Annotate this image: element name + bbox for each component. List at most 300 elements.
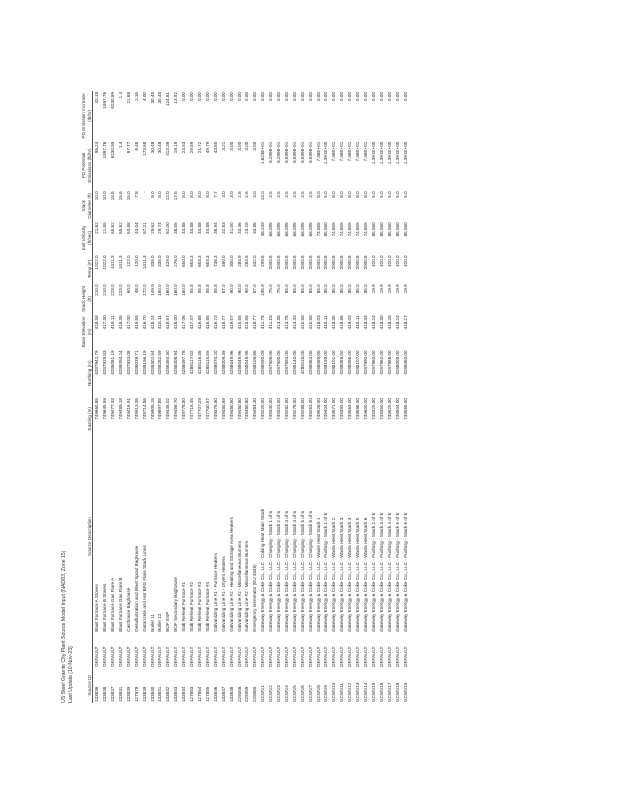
table-cell: 6.699E-01 — [307, 141, 313, 163]
table-cell: 749526.00 — [315, 398, 321, 420]
table-row — [275, 91, 283, 703]
table-cell: 1.4 — [117, 92, 123, 99]
table-cell: 68.095 — [291, 222, 297, 237]
table-cell: Galvanizing Line #2 - Heating and Storage Area Heaters — [228, 517, 234, 632]
table-cell: 55.8 — [204, 284, 210, 294]
table-row — [386, 91, 394, 703]
table-cell: 8.0 — [315, 191, 321, 198]
table-cell: DEFAULT — [157, 646, 163, 667]
table-cell: 1.391E+00 — [370, 141, 376, 165]
table-cell: 749477.33 — [110, 398, 116, 420]
table-cell: 6.48 — [133, 141, 139, 151]
table-cell: 48.0 — [133, 284, 139, 294]
table-cell: 8.0 — [331, 191, 337, 198]
table-cell: 4288101.00 — [331, 350, 337, 375]
table-row — [243, 91, 251, 703]
table-cell: 32.83 — [220, 222, 226, 234]
table-cell: DEFAULT — [315, 646, 321, 667]
table-cell: 749484.30 — [252, 398, 258, 420]
table-cell: 749504.00 — [394, 398, 400, 420]
table-cell: 62.00 — [165, 222, 171, 234]
table-cell: 74.655 — [347, 222, 353, 237]
table-cell: 85.560 — [394, 222, 400, 237]
table-cell: 420.0 — [394, 255, 400, 267]
table-cell: 8.0 — [339, 191, 345, 198]
table-cell: 418.11 — [355, 315, 361, 330]
table-cell: 1411.3 — [117, 255, 123, 270]
table-cell: 2000.8 — [291, 255, 297, 270]
table-cell: 85.560 — [386, 222, 392, 237]
table-cell: 418.27 — [402, 315, 408, 330]
table-cell: 0.00 — [236, 92, 242, 101]
table-cell: GCWV3 — [276, 685, 282, 702]
table-cell: 127979 — [133, 686, 139, 702]
table-cell: 420.0 — [386, 255, 392, 267]
table-row — [172, 91, 180, 703]
col-header: Northing (m) — [81, 349, 93, 397]
table-cell: 5.0 — [386, 191, 392, 198]
table-cell: 7.36E+01 — [331, 141, 337, 162]
table-cell: 85.0 — [363, 284, 369, 294]
table-cell: 5.0 — [378, 191, 384, 198]
table-row — [378, 91, 386, 703]
table-cell: 48.249 — [260, 222, 266, 237]
table-cell: 4288117.02 — [189, 350, 195, 375]
table-cell: 85.0 — [299, 284, 305, 294]
table-cell: 0.00 — [291, 92, 297, 101]
table-cell: 0.00 — [307, 92, 313, 101]
table-cell: 0.00 — [323, 92, 329, 101]
table-cell: 0.00 — [276, 92, 282, 101]
table-cell: 13.0 — [260, 191, 266, 201]
table-cell: Gateway Energy & Coke Co., LLC - Pushing - Stack 1 of 6 — [323, 512, 329, 632]
table-cell: GCWV12 — [347, 682, 353, 702]
table-cell: 417.30 — [102, 315, 108, 330]
table-cell: DEFAULT — [181, 646, 187, 667]
table-cell: 7.36E+01 — [347, 141, 353, 162]
table-cell: 68.095 — [268, 222, 274, 237]
table-cell: 653.3 — [204, 255, 210, 267]
table-cell: 749325.00 — [370, 398, 376, 420]
table-cell: 85.560 — [323, 222, 329, 237]
col-header: Stack Diameter (ft) — [81, 190, 93, 221]
table-cell: Galvanizing Line #2 - Miscellaneous Burners — [236, 540, 242, 632]
table-cell: 133848 — [228, 686, 234, 702]
table-cell: GCWV16 — [378, 682, 384, 702]
table-cell: 4288089.00 — [339, 350, 345, 375]
table-cell: 19.9 — [394, 284, 400, 294]
table-cell: 0.00 — [220, 92, 226, 101]
table-cell: 7.36E+01 — [339, 141, 345, 162]
table-row — [283, 91, 291, 703]
table-cell: 749480.89 — [220, 398, 226, 420]
table-cell: Blast Furnace Gas Flare B — [117, 577, 123, 632]
table-cell: 335.0 — [149, 255, 155, 267]
table-cell: 7.8 — [133, 191, 139, 198]
table-cell: 4288199.00 — [323, 350, 329, 375]
table-cell: 44.88 — [181, 222, 187, 234]
table-cell: 4287962.00 — [378, 350, 384, 375]
table-cell: 415.58 — [244, 315, 250, 330]
table-cell: 3.0 — [252, 191, 258, 198]
table-row — [330, 91, 338, 703]
table-cell: 4.5 — [291, 191, 297, 198]
table-cell: DEFAULT — [260, 646, 266, 667]
table-row — [251, 91, 259, 703]
table-cell: DEFAULT — [276, 646, 282, 667]
table-cell: Blast Furnace A Stoves — [94, 584, 100, 632]
table-cell: 5.0 — [394, 191, 400, 198]
table-cell: 21.62 — [94, 222, 100, 234]
table-cell: 133831 — [117, 686, 123, 702]
table-cell: DEFAULT — [268, 646, 274, 667]
table-cell: Gateway Energy & Coke Co., LLC - Waste Heat Stack 2 — [331, 517, 337, 632]
table-cell: 10.0 — [94, 191, 100, 201]
table-cell: 74.655 — [355, 222, 361, 237]
table-cell: 450.0 — [220, 255, 226, 267]
table-cell: 4288096.00 — [347, 350, 353, 375]
table-cell: DEFAULT — [386, 646, 392, 667]
table-cell: 4288094.24 — [117, 350, 123, 375]
table-row — [109, 91, 117, 703]
table-cell: 749393.00 — [339, 398, 345, 420]
table-cell: 133838 — [102, 686, 108, 702]
table-cell: 6230.99 — [110, 141, 116, 159]
table-cell: 749456.70 — [173, 398, 179, 420]
table-cell: 133847 — [220, 686, 226, 702]
table-cell: 6230.99 — [110, 92, 116, 109]
table-cell: 19.9 — [378, 284, 384, 294]
table-cell: 23.53 — [181, 141, 187, 154]
table-cell: 417.47 — [189, 315, 195, 330]
table-cell: 74.655 — [339, 222, 345, 237]
table-cell: 749596.00 — [355, 398, 361, 420]
table-cell: 67.21 — [141, 222, 147, 234]
table-cell: Emergency Generator (EU 3345) — [252, 564, 258, 632]
table-cell: 44.88 — [196, 222, 202, 234]
table-cell: DEFAULT — [204, 646, 210, 667]
table-cell: 8.0 — [347, 191, 353, 198]
table-cell: Gateway Energy & Coke Co., LLC - Waste Heat Stack 6 — [363, 517, 369, 632]
table-cell: Slab Reheat Furnace #3 — [196, 581, 202, 632]
table-cell: GCWV7 — [307, 685, 313, 702]
table-cell: 414.43 — [291, 315, 297, 330]
table-cell: 8.0 — [355, 191, 361, 198]
table-cell: 85.0 — [307, 284, 313, 294]
table-cell: 4288009.39 — [220, 350, 226, 375]
table-cell: 160.0 — [165, 284, 171, 296]
table-cell: 1.391E+00 — [323, 141, 329, 165]
table-cell: 420.0 — [370, 255, 376, 267]
table-cell: 749480.80 — [236, 398, 242, 420]
table-cell: Slab Reheat Furnace #1 — [181, 581, 187, 632]
table-cell: DEFAULT — [299, 646, 305, 667]
table-cell: 418.35 — [117, 315, 123, 330]
table-cell: 7.36E+01 — [363, 141, 369, 162]
table-row — [362, 91, 370, 703]
table-cell: 160.0 — [173, 284, 179, 296]
table-cell: 420.0 — [378, 255, 384, 267]
table-cell: 420.0 — [402, 255, 408, 267]
table-cell: 49.79 — [204, 141, 210, 154]
table-cell: 133843 — [173, 686, 179, 702]
table-cell: 4288302.84 — [149, 350, 155, 375]
document-title: US Steel Granite City Plant Source Model Input (NAD83, Zone 15) — [61, 550, 67, 703]
table-cell: 418.30 — [378, 315, 384, 330]
table-cell: 0.00 — [181, 92, 187, 101]
table-cell: 299.8 — [260, 255, 266, 267]
table-cell: Gateway Energy & Coke Co., LLC - Pushing - Stack 3 of 6 — [378, 512, 384, 632]
table-row — [393, 91, 401, 703]
table-cell: DEFAULT — [331, 646, 337, 667]
table-row — [125, 91, 133, 703]
table-cell: 68.095 — [283, 222, 289, 237]
table-cell: 4287942.79 — [94, 350, 100, 375]
table-cell: 749278.00 — [291, 398, 297, 420]
table-cell: 223.0 — [110, 284, 116, 296]
table-cell: 4288282.59 — [157, 350, 163, 375]
table-cell: 15.0 — [125, 191, 131, 201]
table-cell: 4287990.00 — [363, 350, 369, 375]
table-cell: DEFAULT — [220, 646, 226, 667]
table-cell: 4288009.00 — [394, 350, 400, 375]
table-cell: 418.24 — [370, 315, 376, 330]
table-cell: 4288049.96 — [236, 350, 242, 375]
table-cell: 749489.18 — [117, 398, 123, 420]
table-cell: 2000.8 — [347, 255, 353, 270]
table-cell: 4.5 — [276, 191, 282, 198]
table-cell: BOF Secondary Baghouse — [173, 577, 179, 632]
table-row — [314, 91, 322, 703]
col-header: PD Potential Emissions (lb/hr) — [81, 141, 93, 191]
table-cell: 90.0 — [244, 284, 250, 294]
table-cell: 29.74 — [157, 222, 163, 234]
table-cell: 411.78 — [260, 315, 266, 330]
table-cell: Gateway Energy & Coke Co., LLC - Charging - Stack 3 of 6 — [283, 510, 289, 632]
table-cell: Gateway Energy & Coke Co., LLC - Waste Heat Stack 4 — [347, 517, 353, 632]
table-cell: 0.00 — [347, 92, 353, 101]
table-cell: 1.391E+00 — [394, 141, 400, 165]
table-cell: DEFAULT — [94, 646, 100, 667]
table-cell: 21.68 — [125, 92, 131, 104]
table-cell: 0.00 — [268, 92, 274, 101]
table-row — [338, 91, 346, 703]
table-cell: 749350.00 — [378, 398, 384, 420]
table-cell: 419.57 — [228, 315, 234, 330]
table-cell: DEFAULT — [117, 646, 123, 667]
table-cell: Gateway Energy & Coke Co., LLC - Charging - Stack 2 of 6 — [276, 510, 282, 632]
table-cell: DEFAULT — [236, 646, 242, 667]
table-cell: 8.0 — [181, 191, 187, 198]
table-cell: GCWV11 — [339, 682, 345, 702]
table-cell: 2000.8 — [307, 255, 313, 270]
table-cell: 5.0 — [402, 191, 408, 198]
table-cell: 85.560 — [370, 222, 376, 237]
table-cell: 413.76 — [283, 315, 289, 330]
table-cell: 55.8 — [212, 284, 218, 294]
table-cell: 4288107.00 — [355, 350, 361, 375]
table-row — [370, 91, 378, 703]
table-cell: 749445.02 — [165, 398, 171, 420]
table-row — [235, 91, 243, 703]
table-cell: 749480.80 — [244, 398, 250, 420]
table-cell: GCWV14 — [363, 682, 369, 702]
table-cell: 63.68 — [125, 222, 131, 234]
table-cell: 2000.8 — [299, 255, 305, 270]
table-cell: 749340.00 — [268, 398, 274, 420]
table-cell: 133839 — [125, 686, 131, 702]
table-cell: 210.0 — [102, 284, 108, 296]
table-cell: 8.0 — [189, 191, 195, 198]
table-cell: 3.0 — [220, 191, 226, 198]
table-cell: 33.86 — [252, 222, 258, 234]
table-cell: 12.0 — [165, 191, 171, 201]
table-cell: 229359 — [244, 686, 250, 702]
table-cell: 418.24 — [149, 315, 155, 330]
table-cell: 133837 — [110, 686, 116, 702]
table-cell: 95.24 — [94, 141, 100, 154]
table-cell: GCWV10 — [331, 682, 337, 702]
table-row — [204, 91, 212, 703]
table-cell: DEFAULT — [173, 646, 179, 667]
table-cell: 418.35 — [331, 315, 337, 330]
table-cell: 736.3 — [212, 255, 218, 267]
table-cell: 418.11 — [110, 315, 116, 330]
table-cell: 747715.45 — [189, 398, 195, 420]
table-cell: 749282.00 — [283, 398, 289, 420]
table-cell: 85.0 — [291, 284, 297, 294]
table-cell: 0.00 — [204, 92, 210, 101]
table-cell: 87.0 — [252, 284, 258, 294]
table-cell: 0.00 — [196, 92, 202, 101]
table-cell: 68.095 — [276, 222, 282, 237]
table-cell: Galvanizing Line #2 - Miscellaneous Burners — [244, 540, 250, 632]
table-cell: DEFAULT — [244, 646, 250, 667]
table-cell: 749376.80 — [212, 398, 218, 420]
table-cell: 653.3 — [196, 255, 202, 267]
table-cell: 8.0 — [363, 191, 369, 198]
table-cell: Gateway Energy & Coke Co., LLC - Charging - Stack 1 of 6 — [268, 510, 274, 632]
table-cell: 2000.8 — [323, 255, 329, 270]
table-cell: 29.62 — [149, 222, 155, 234]
table-cell: 19.9 — [402, 284, 408, 294]
table-cell: 85.0 — [331, 284, 337, 294]
table-cell: 85.560 — [378, 222, 384, 237]
table-cell: 1.391E+00 — [378, 141, 384, 165]
table-cell: 418.03 — [347, 315, 353, 330]
table-cell: 21.72 — [196, 141, 202, 154]
table-cell: 4288115.55 — [204, 350, 210, 375]
table-cell: 8.0 — [157, 191, 163, 198]
table-cell: 68.095 — [299, 222, 305, 237]
table-cell: 210.0 — [94, 284, 100, 296]
table-cell: 6.699E-01 — [283, 141, 289, 163]
table-cell: 2.6 — [236, 191, 242, 198]
col-header: Source ID — [81, 668, 93, 703]
table-cell: 749660.85 — [94, 398, 100, 420]
table-cell: 749905.15 — [149, 398, 155, 420]
table-cell: 65.62 — [117, 222, 123, 234]
table-cell: 4287986.00 — [386, 350, 392, 375]
table-cell: DEFAULT — [228, 646, 234, 667]
table-cell: 1411.3 — [141, 255, 147, 270]
table-row — [140, 91, 148, 703]
table-cell: 4288350.30 — [165, 350, 171, 375]
table-cell: 4287833.08 — [125, 350, 131, 375]
table-cell: GCWV15 — [370, 682, 376, 702]
table-cell: 749778.80 — [181, 398, 187, 420]
table-cell: 413.38 — [276, 315, 282, 330]
table-cell: 30.48 — [157, 92, 163, 104]
table-cell: 127853 — [189, 686, 195, 702]
table-cell: 4288060.00 — [402, 350, 408, 375]
table-cell: DEFAULT — [189, 646, 195, 667]
table-cell: 4.5 — [283, 191, 289, 198]
table-cell: 120.0 — [133, 255, 139, 267]
table-cell: 4288081.19 — [110, 350, 116, 375]
table-cell: 122.0 — [125, 255, 131, 267]
table-cell: 3.0 — [228, 191, 234, 198]
table-cell: Slab Reheat Furnace #2 — [189, 581, 195, 632]
table-cell: 65.62 — [110, 222, 116, 234]
table-cell: DEFAULT — [402, 646, 408, 667]
table-cell: 90.0 — [236, 284, 242, 294]
table-cell: 0.00 — [244, 92, 250, 101]
table-cell: DEFAULT — [339, 646, 345, 667]
table-cell: 229360 — [252, 686, 258, 702]
table-cell: 0.00 — [378, 92, 384, 101]
table-cell: 0.00 — [228, 92, 234, 101]
table-cell: DEFAULT — [378, 646, 384, 667]
table-row — [220, 91, 228, 703]
table-cell: DEFAULT — [125, 646, 131, 667]
table-cell: 2000.8 — [363, 255, 369, 270]
table-cell: 1.4 — [117, 141, 123, 149]
table-cell: DEFAULT — [252, 646, 258, 667]
table-cell: 133841 — [157, 686, 163, 702]
table-cell: 8.0 — [204, 191, 210, 198]
table-cell: 418.03 — [315, 315, 321, 330]
table-row — [101, 91, 109, 703]
table-cell: 0.00 — [283, 92, 289, 101]
table-cell: 418.58 — [94, 315, 100, 330]
col-header: Source Description — [81, 440, 93, 632]
table-cell: Gateway Energy & Coke Co., LLC - Waste Heat Stack 5 — [355, 517, 361, 632]
table-cell: 150.0 — [157, 284, 163, 296]
table-cell: Gateway Energy & Coke Co., LLC - Charging - Stack 4 of 6 — [291, 510, 297, 632]
table-row — [93, 91, 101, 703]
table-cell: Boiler 12 — [157, 613, 163, 632]
table-cell: 416.88 — [204, 315, 210, 330]
table-cell: DEFAULT — [196, 646, 202, 667]
table-cell: 3.00 — [236, 141, 242, 151]
scanned-page — [61, 91, 539, 703]
table-row — [401, 91, 409, 703]
table-cell: GCWV2 — [268, 685, 274, 702]
table-cell: 418.28 — [386, 315, 392, 330]
table-cell: DEFAULT — [102, 646, 108, 667]
table-cell: 1022.0 — [94, 255, 100, 270]
table-row — [117, 91, 125, 703]
col-header: PD Emission Increase (lb/hr) — [81, 91, 93, 141]
table-cell: 85.0 — [283, 284, 289, 294]
table-cell: 0.00 — [386, 92, 392, 101]
table-cell: Gateway Energy & Coke Co., LLC - Waste Heat Stack 3 — [339, 517, 345, 632]
table-cell: 4288408.94 — [173, 350, 179, 375]
table-cell: 411.18 — [268, 315, 274, 330]
table-cell: 749323.00 — [276, 398, 282, 420]
table-cell: 1897.76 — [102, 92, 108, 109]
